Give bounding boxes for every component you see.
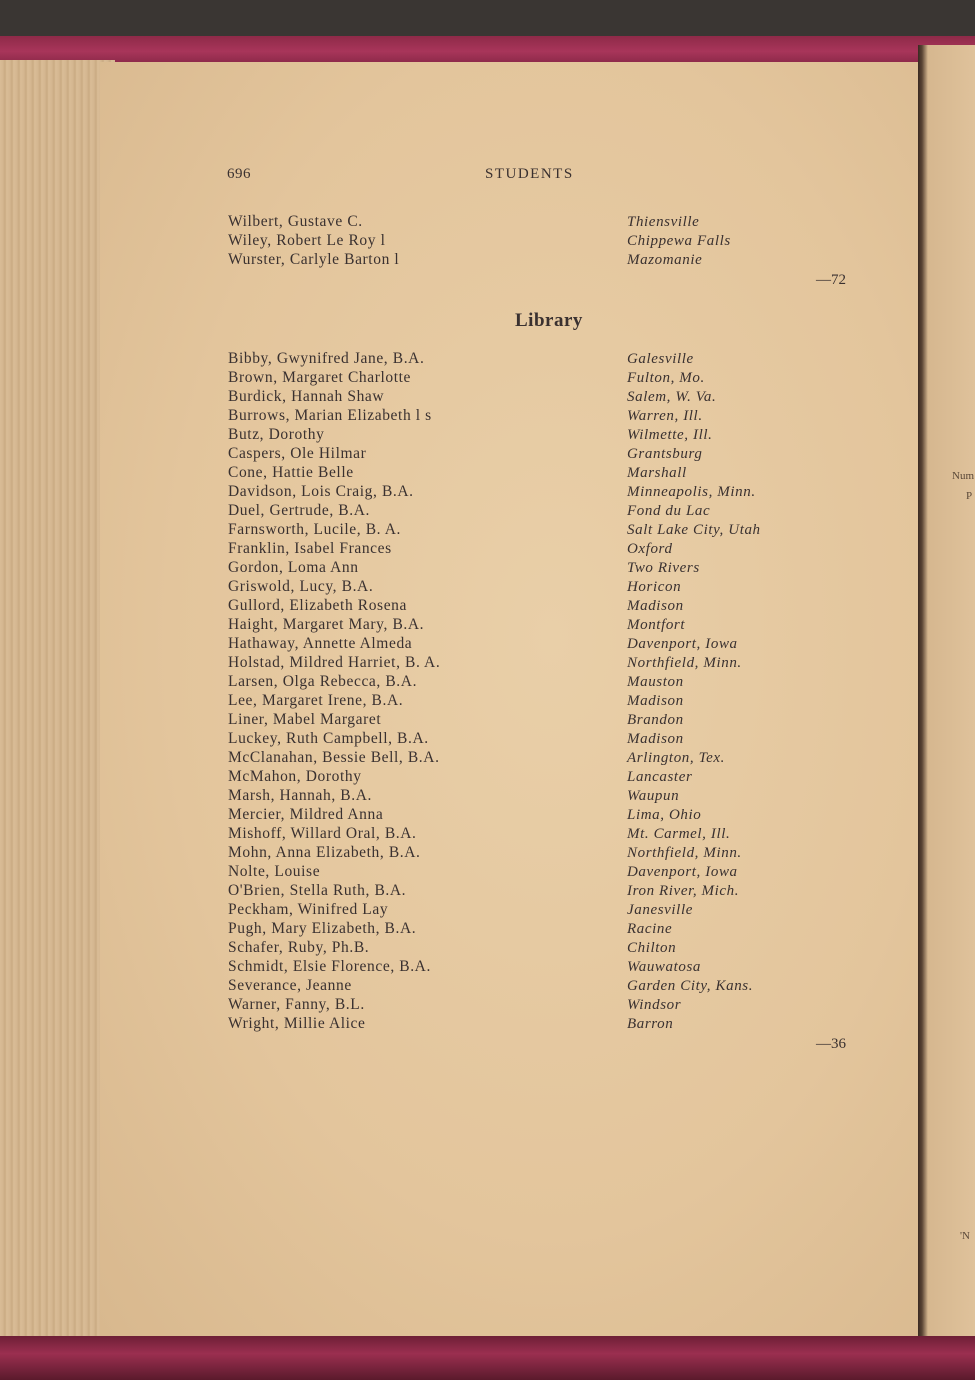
student-hometown: Grantsburg [627, 446, 703, 462]
student-hometown: Mazomanie [627, 252, 703, 268]
student-hometown: Windsor [627, 997, 682, 1013]
section-heading: Library [515, 310, 583, 331]
student-hometown: Lancaster [627, 769, 693, 785]
student-hometown: Madison [627, 693, 684, 709]
student-name: Burdick, Hannah Shaw [228, 388, 385, 405]
student-hometown: Barron [627, 1016, 674, 1032]
student-hometown: Mt. Carmel, Ill. [627, 826, 731, 842]
student-hometown: Northfield, Minn. [627, 845, 742, 861]
student-name: Liner, Mabel Margaret [228, 711, 382, 728]
student-hometown: Waupun [627, 788, 680, 804]
student-name: Nolte, Louise [228, 863, 321, 880]
student-name: Gullord, Elizabeth Rosena [228, 597, 407, 614]
student-name: Lee, Margaret Irene, B.A. [228, 692, 404, 709]
student-hometown: Wilmette, Ill. [627, 427, 713, 443]
student-hometown: Garden City, Kans. [627, 978, 754, 994]
student-name: O'Brien, Stella Ruth, B.A. [228, 882, 407, 899]
student-name: Pugh, Mary Elizabeth, B.A. [228, 920, 417, 937]
student-name: Duel, Gertrude, B.A. [228, 502, 370, 519]
student-hometown: Montfort [627, 617, 686, 633]
section-total: —72 [816, 272, 846, 288]
book-page [100, 62, 920, 1340]
student-hometown: Warren, Ill. [627, 408, 703, 424]
student-hometown: Chilton [627, 940, 677, 956]
adjacent-page-fragment: P [966, 490, 973, 502]
student-hometown: Salt Lake City, Utah [627, 522, 761, 538]
student-hometown: Thiensville [627, 214, 700, 230]
student-hometown: Wauwatosa [627, 959, 702, 975]
student-hometown: Oxford [627, 541, 673, 557]
adjacent-page-fragment: 'N [960, 1230, 970, 1242]
student-name: Schafer, Ruby, Ph.B. [228, 939, 370, 956]
binding-bottom [0, 1336, 975, 1380]
page-edges [0, 60, 115, 1348]
page-number: 696 [227, 166, 251, 182]
student-name: Marsh, Hannah, B.A. [228, 787, 372, 804]
student-hometown: Madison [627, 598, 684, 614]
student-name: Luckey, Ruth Campbell, B.A. [228, 730, 429, 747]
student-name: Mohn, Anna Elizabeth, B.A. [228, 844, 421, 861]
student-name: Caspers, Ole Hilmar [228, 445, 367, 462]
student-name: Haight, Margaret Mary, B.A. [228, 616, 425, 633]
student-hometown: Janesville [627, 902, 693, 918]
student-hometown: Racine [627, 921, 673, 937]
student-name: Peckham, Winifred Lay [228, 901, 389, 918]
adjacent-page [918, 45, 975, 1345]
student-name: McClanahan, Bessie Bell, B.A. [228, 749, 440, 766]
student-name: Wiley, Robert Le Roy l [228, 232, 386, 249]
student-name: Gordon, Loma Ann [228, 559, 359, 576]
student-hometown: Mauston [627, 674, 684, 690]
student-hometown: Galesville [627, 351, 694, 367]
adjacent-page-fragment: Num [952, 470, 974, 482]
student-name: Mercier, Mildred Anna [228, 806, 384, 823]
student-name: Severance, Jeanne [228, 977, 352, 994]
student-name: Burrows, Marian Elizabeth l s [228, 407, 432, 424]
student-name: Butz, Dorothy [228, 426, 325, 443]
student-hometown: Davenport, Iowa [627, 636, 738, 652]
student-name: Franklin, Isabel Frances [228, 540, 392, 557]
student-name: Schmidt, Elsie Florence, B.A. [228, 958, 431, 975]
student-name: Hathaway, Annette Almeda [228, 635, 413, 652]
student-name: Wurster, Carlyle Barton l [228, 251, 400, 268]
student-hometown: Madison [627, 731, 684, 747]
student-hometown: Davenport, Iowa [627, 864, 738, 880]
student-name: Wright, Millie Alice [228, 1015, 366, 1032]
student-hometown: Minneapolis, Minn. [627, 484, 756, 500]
student-hometown: Two Rivers [627, 560, 700, 576]
student-name: Davidson, Lois Craig, B.A. [228, 483, 414, 500]
student-hometown: Marshall [627, 465, 687, 481]
student-name: Farnsworth, Lucile, B. A. [228, 521, 401, 538]
student-hometown: Horicon [627, 579, 682, 595]
student-name: Cone, Hattie Belle [228, 464, 354, 481]
running-header: STUDENTS [485, 166, 574, 182]
student-hometown: Arlington, Tex. [627, 750, 726, 766]
student-name: Mishoff, Willard Oral, B.A. [228, 825, 417, 842]
book-cover-top [0, 0, 975, 40]
student-name: Larsen, Olga Rebecca, B.A. [228, 673, 418, 690]
student-hometown: Northfield, Minn. [627, 655, 742, 671]
student-hometown: Lima, Ohio [627, 807, 702, 823]
student-hometown: Iron River, Mich. [627, 883, 740, 899]
student-name: Holstad, Mildred Harriet, B. A. [228, 654, 441, 671]
student-name: McMahon, Dorothy [228, 768, 362, 785]
student-hometown: Fond du Lac [627, 503, 711, 519]
student-name: Brown, Margaret Charlotte [228, 369, 412, 386]
section-total: —36 [816, 1036, 846, 1052]
student-hometown: Salem, W. Va. [627, 389, 717, 405]
student-name: Warner, Fanny, B.L. [228, 996, 365, 1013]
student-hometown: Brandon [627, 712, 684, 728]
student-name: Griswold, Lucy, B.A. [228, 578, 374, 595]
student-name: Wilbert, Gustave C. [228, 213, 363, 230]
student-hometown: Fulton, Mo. [627, 370, 705, 386]
student-name: Bibby, Gwynifred Jane, B.A. [228, 350, 425, 367]
student-hometown: Chippewa Falls [627, 233, 731, 249]
